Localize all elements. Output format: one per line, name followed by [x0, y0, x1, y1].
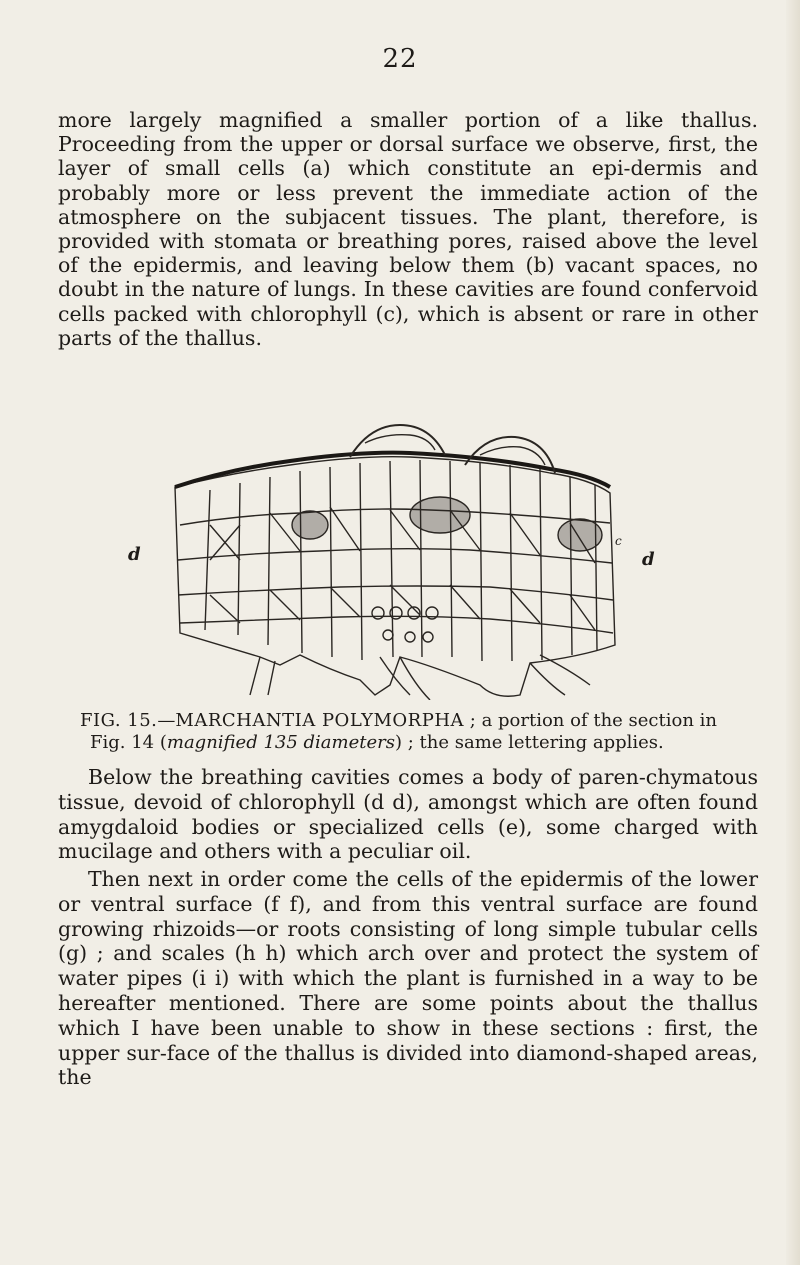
caption-magnification: magnified 135 diameters	[166, 732, 395, 753]
figure-caption	[80, 710, 755, 754]
caption-line-2-start: Fig. 14 (	[90, 732, 167, 753]
caption-line-2-end: ) ; the same lettering applies.	[395, 732, 664, 753]
caption-line-1	[80, 710, 755, 732]
page-number: 22	[382, 44, 418, 74]
caption-species: MARCHANTIA POLYMORPHA	[175, 710, 465, 731]
paragraph-2: Below the breathing cavities comes a body of paren-chymatous tissue, devoid of chlorophyll (d d), amongst which are often found amygdaloid bodies or specialized cells (e), some charged with mucilage and others with a peculiar oil.	[58, 765, 758, 864]
caption-dash: —	[157, 710, 176, 731]
caption-fig-number: FIG. 15.	[80, 710, 158, 731]
caption-line-2	[80, 732, 755, 754]
page-edge-shadow	[786, 0, 800, 1265]
thallus-section-illustration	[110, 395, 700, 700]
figure-thallus-section	[110, 395, 700, 700]
figure-label-d-left: d	[128, 544, 141, 565]
caption-rest-line-1: ; a portion of the section in	[469, 710, 718, 731]
figure-label-d-right: d	[642, 549, 655, 570]
paragraph-3: Then next in order come the cells of the epidermis of the lower or ventral surface (f f), and from this ventral surface are found growing rhizoids—or roots consisting of long simple tubular cells (g) ; and scales (h h) which arch over and protect the system of water pipes (i i) with which the plant is furnished in a way to be hereafter mentioned. There are some points about the thallus which I have been unable to show in these sections : first, the upper sur-face of the thallus is divided into diamond-shaped areas, the	[58, 867, 758, 1090]
paragraph-1: more largely magnified a smaller portion of a like thallus. Proceeding from the upper or dorsal surface we observe, first, the layer of small cells (a) which constitute an epi-dermis and probably more or less prevent the immediate action of the atmosphere on the subjacent tissues. The plant, therefore, is provided with stomata or breathing pores, raised above the level of the epidermis, and leaving below them (b) vacant spaces, no doubt in the nature of lungs. In these cavities are found confervoid cells packed with chlorophyll (c), which is absent or rare in other parts of the thallus.	[58, 108, 758, 350]
figure-label-c: c	[615, 534, 622, 548]
